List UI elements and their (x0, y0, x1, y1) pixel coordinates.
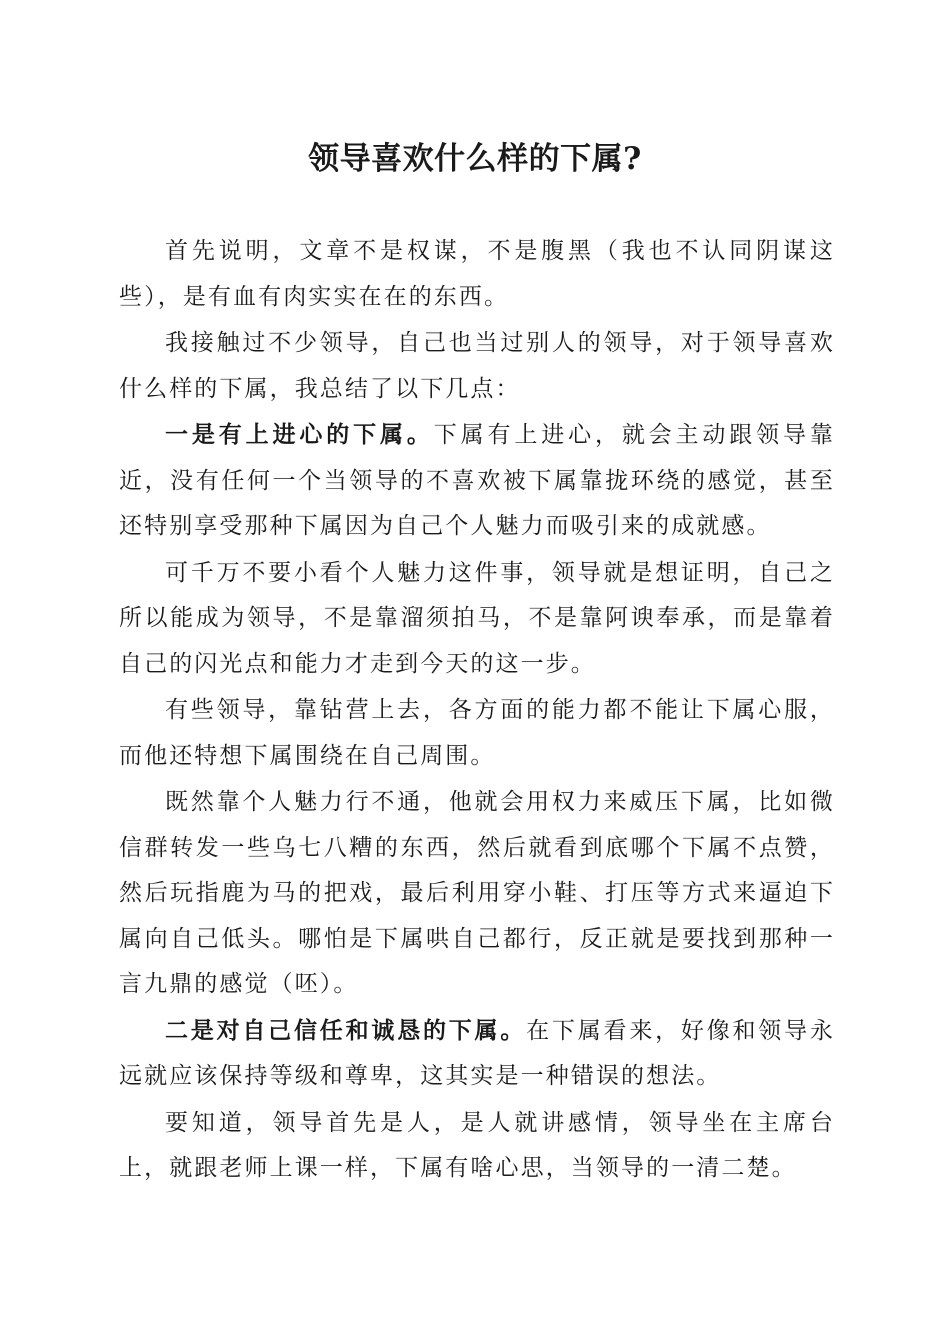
document-body (119, 228, 835, 1192)
document-title: 领导喜欢什么样的下属? (308, 141, 642, 177)
paragraph-5 (119, 687, 835, 779)
paragraph-2 (119, 320, 835, 412)
paragraph-7 (119, 1008, 835, 1100)
paragraph-1 (119, 228, 835, 320)
paragraph-lead: 二是对自己信任和诚恳的下属。 (165, 1016, 527, 1044)
paragraph-text: 可千万不要小看个人魅力这件事，领导就是想证明，自己之所以能成为领导，不是靠溜须拍马，不是靠阿谀奉承，而是靠着自己的闪光点和能力才走到今天的这一步。 (119, 559, 835, 677)
paragraph-text: 在下属看来，好像和领导永远就应该保持等级和尊卑，这其实是一种错误的想法。 (119, 1017, 835, 1089)
paragraph-text: 要知道，领导首先是人，是人就讲感情，领导坐在主席台上，就跟老师上课一样，下属有啥心思，当领导的一清二楚。 (119, 1109, 835, 1181)
paragraph-text: 首先说明，文章不是权谋，不是腹黑（我也不认同阴谋这些），是有血有肉实实在在的东西。 (119, 238, 835, 310)
paragraph-6 (119, 779, 835, 1008)
paragraph-lead: 一是有上进心的下属。 (165, 421, 434, 448)
paragraph-text: 下属有上进心，就会主动跟领导靠近，没有任何一个当领导的不喜欢被下属靠拢环绕的感觉，甚至还特别享受那种下属因为自己个人魅力而吸引来的成就感。 (119, 422, 836, 539)
paragraph-3 (119, 412, 835, 550)
paragraph-text: 有些领导，靠钻营上去，各方面的能力都不能让下属心服，而他还特想下属围绕在自己周围。 (119, 697, 835, 769)
paragraph-8 (119, 1100, 835, 1192)
paragraph-text: 我接触过不少领导，自己也当过别人的领导，对于领导喜欢什么样的下属，我总结了以下几点： (119, 330, 835, 402)
paragraph-4 (119, 550, 835, 688)
paragraph-text: 既然靠个人魅力行不通，他就会用权力来威压下属，比如微信群转发一些乌七八糟的东西，然后就看到底哪个下属不点赞，然后玩指鹿为马的把戏，最后利用穿小鞋、打压等方式来逼迫下属向自己低头。哪怕是下属哄自己都行，反正就是要找到那种一言九鼎的感觉（呸）。 (119, 789, 835, 997)
